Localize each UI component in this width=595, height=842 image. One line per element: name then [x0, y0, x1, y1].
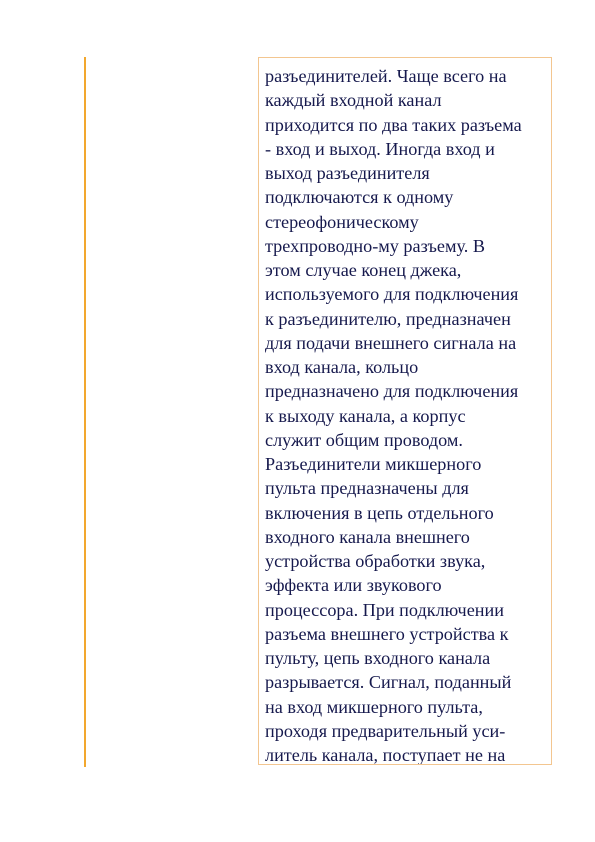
text-line: используемого для подключения — [265, 284, 519, 305]
text-line: этом случае конец джека, — [265, 260, 462, 280]
text-line: приходится по два таких разъема — [265, 114, 522, 135]
text-line: подключаются к одному — [265, 187, 454, 208]
left-margin-rule — [84, 57, 86, 767]
text-line: трехпроводно-му разъему. В — [265, 235, 485, 256]
text-line: на вход микшерного пульта, — [265, 696, 483, 717]
text-line: каждый входной канал — [265, 90, 442, 111]
text-line: к выходу канала, а корпус — [265, 405, 466, 426]
text-line: Разъединители микшерного — [265, 454, 482, 474]
text-line: выход разъединителя — [265, 163, 430, 183]
text-line: к разъединителю, предназначен — [265, 308, 511, 329]
text-line: вход канала, кольцо — [265, 357, 419, 377]
text-line: предназначено для подключения — [265, 381, 519, 402]
text-line: процессора. При подключении — [265, 599, 504, 620]
text-line: проходя предварительный уси- — [265, 720, 506, 741]
body-text — [265, 64, 551, 765]
text-line: включения в цепь отдельного — [265, 502, 494, 523]
text-line: разрывается. Сигнал, поданный — [265, 672, 512, 693]
text-line: устройства обработки звука, — [265, 551, 486, 571]
text-line: для подачи внешнего сигнала на — [265, 332, 517, 353]
text-frame — [258, 57, 552, 765]
text-line: пульта предназначены для — [265, 478, 469, 499]
text-line: - вход и выход. Иногда вход и — [265, 138, 495, 159]
text-line: эффекта или звукового — [265, 575, 442, 596]
text-line: разъема внешнего устройства к — [265, 623, 509, 644]
text-line: входного канала внешнего — [265, 526, 470, 547]
text-line: стереофоническому — [265, 211, 419, 232]
text-line: разъединителей. Чаще всего на — [265, 66, 507, 86]
text-line: служит общим проводом. — [265, 429, 463, 450]
text-line: литель канала, поступает не на — [265, 745, 506, 765]
text-line: пульту, цепь входного канала — [265, 648, 491, 668]
